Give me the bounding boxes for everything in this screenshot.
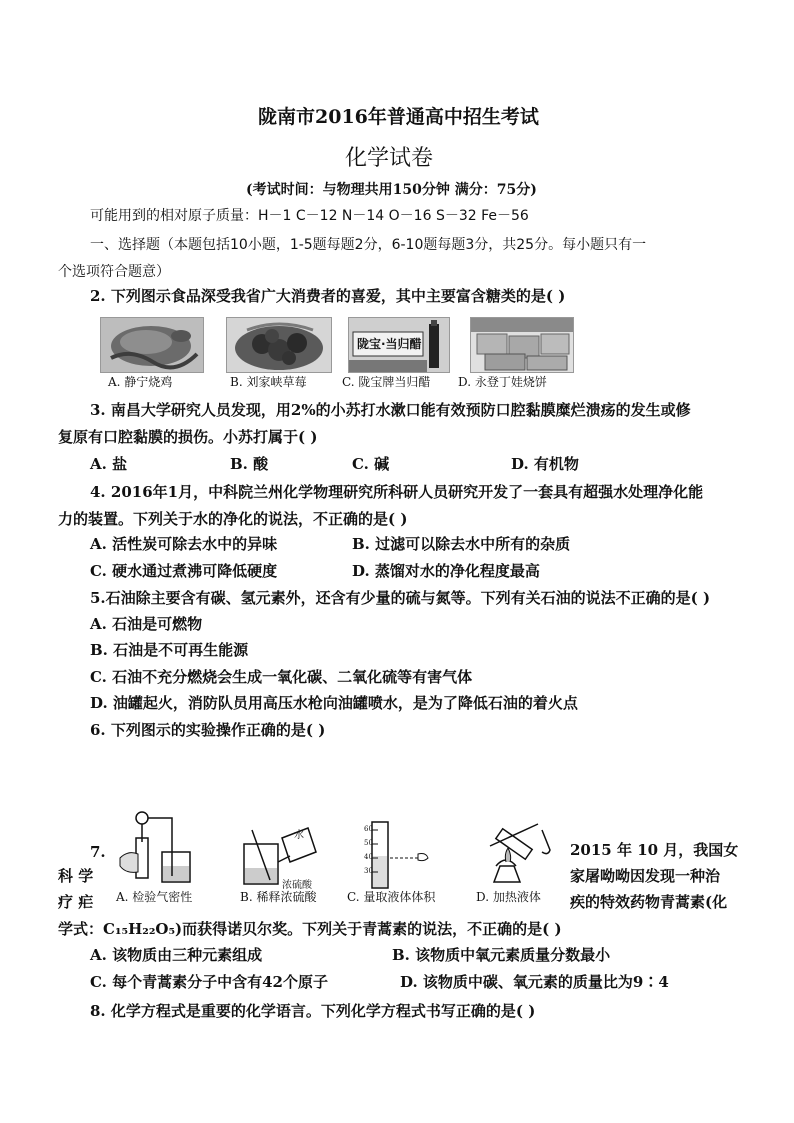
q7-option-c: C. 每个青蒿素分子中含有42个原子 — [90, 973, 328, 991]
section-heading-line1: 一、选择题（本题包括10小题，1-5题每题2分，6-10题每题3分，共25分。每小题只有一 — [90, 237, 647, 253]
tick-30: 30 — [364, 867, 373, 875]
q6-caption-b: B. 稀释浓硫酸 — [240, 890, 317, 904]
q2-stem: 2. 下列图示食品深受我省广大消费者的喜爱，其中主要富含糖类的是( ) — [90, 287, 566, 305]
vinegar-brand-label: 陇宝·当归醋 — [357, 337, 422, 351]
q8-stem: 8. 化学方程式是重要的化学语言。下列化学方程式书写正确的是( ) — [90, 1002, 536, 1020]
q4-line1: 4. 2016年1月，中科院兰州化学物理研究所科研人员研究开发了一套具有超强水处理净化能 — [90, 483, 704, 501]
cylinder-ticks — [364, 822, 373, 878]
q3-option-b: B. 酸 — [230, 455, 269, 473]
q7-option-d: D. 该物质中碳、氧元素的质量比为9∶4 — [400, 973, 669, 991]
q7-right-1: 2015 年 10 月，我国女 — [570, 841, 739, 859]
q7-option-b: B. 该物质中氧元素质量分数最小 — [392, 946, 611, 964]
water-label: 水 — [294, 830, 304, 841]
q7-left-2: 疗 疟 — [58, 893, 94, 911]
q5-stem: 5.石油除主要含有碳、氢元素外，还含有少量的硫与氮等。下列有关石油的说法不正确的是( ) — [90, 589, 711, 607]
q2-caption-c: C. 陇宝牌当归醋 — [342, 375, 431, 389]
q2-caption-b: B. 刘家峡草莓 — [230, 375, 307, 389]
airtightness-diagram — [114, 808, 214, 888]
roast-chicken-photo — [100, 317, 204, 373]
q2-caption-d: D. 永登丁娃烧饼 — [458, 375, 547, 389]
q3-option-a: A. 盐 — [90, 455, 128, 473]
q7-number: 7. — [90, 843, 106, 861]
q4-option-d: D. 蒸馏对水的净化程度最高 — [352, 562, 540, 580]
q4-option-b: B. 过滤可以除去水中所有的杂质 — [352, 535, 571, 553]
q6-caption-a: A. 检验气密性 — [116, 890, 193, 904]
tick-50: 50 — [364, 839, 373, 847]
q7-left-1: 科 学 — [58, 867, 94, 885]
q6-caption-d: D. 加热液体 — [476, 890, 541, 904]
q5-option-d: D. 油罐起火，消防队员用高压水枪向油罐喷水，是为了降低石油的着火点 — [90, 694, 578, 712]
q7-right-2: 家屠呦呦因发现一种治 — [570, 867, 721, 885]
tick-40: 40 — [364, 853, 373, 861]
q7-option-a: A. 该物质由三种元素组成 — [90, 946, 263, 964]
q3-line2: 复原有口腔黏膜的损伤。小苏打属于( ) — [58, 428, 318, 446]
tick-60: 60 — [364, 825, 373, 833]
q6-caption-c: C. 量取液体体积 — [347, 890, 436, 904]
strawberry-photo — [226, 317, 332, 373]
q7-right-3: 疾的特效药物青蒿素(化 — [570, 893, 728, 911]
page-title: 陇南市2016年普通高中招生考试 — [258, 106, 539, 128]
acid-label: 浓硫酸 — [282, 880, 312, 891]
q3-line1: 3. 南昌大学研究人员发现，用2%的小苏打水漱口能有效预防口腔黏膜糜烂溃疡的发生或修 — [90, 401, 691, 419]
q6-stem: 6. 下列图示的实验操作正确的是( ) — [90, 721, 326, 739]
page-subtitle: 化学试卷 — [345, 146, 434, 171]
section-heading-line2: 个选项符合题意） — [58, 264, 170, 280]
q5-option-a: A. 石油是可燃物 — [90, 615, 203, 633]
q7-formula-line: 学式：C₁₅H₂₂O₅)而获得诺贝尔奖。下列关于青蒿素的说法，不正确的是( ) — [58, 920, 562, 938]
q3-option-c: C. 碱 — [352, 455, 390, 473]
q4-option-a: A. 活性炭可除去水中的异味 — [90, 535, 278, 553]
exam-info: (考试时间：与物理共用150分钟 满分：75分) — [246, 182, 537, 198]
atomic-masses: 可能用到的相对原子质量：H－1 C－12 N－14 O－16 S－32 Fe－56 — [90, 208, 529, 224]
q4-line2: 力的装置。下列关于水的净化的说法，不正确的是( ) — [58, 510, 408, 528]
heating-liquid-diagram — [480, 816, 560, 888]
vinegar-photo — [348, 317, 450, 373]
q2-caption-a: A. 静宁烧鸡 — [108, 375, 173, 389]
q5-option-c: C. 石油不充分燃烧会生成一氧化碳、二氧化硫等有害气体 — [90, 668, 473, 686]
q5-option-b: B. 石油是不可再生能源 — [90, 641, 249, 659]
flatbread-photo — [470, 317, 574, 373]
q4-option-c: C. 硬水通过煮沸可降低硬度 — [90, 562, 278, 580]
q3-option-d: D. 有机物 — [511, 455, 579, 473]
